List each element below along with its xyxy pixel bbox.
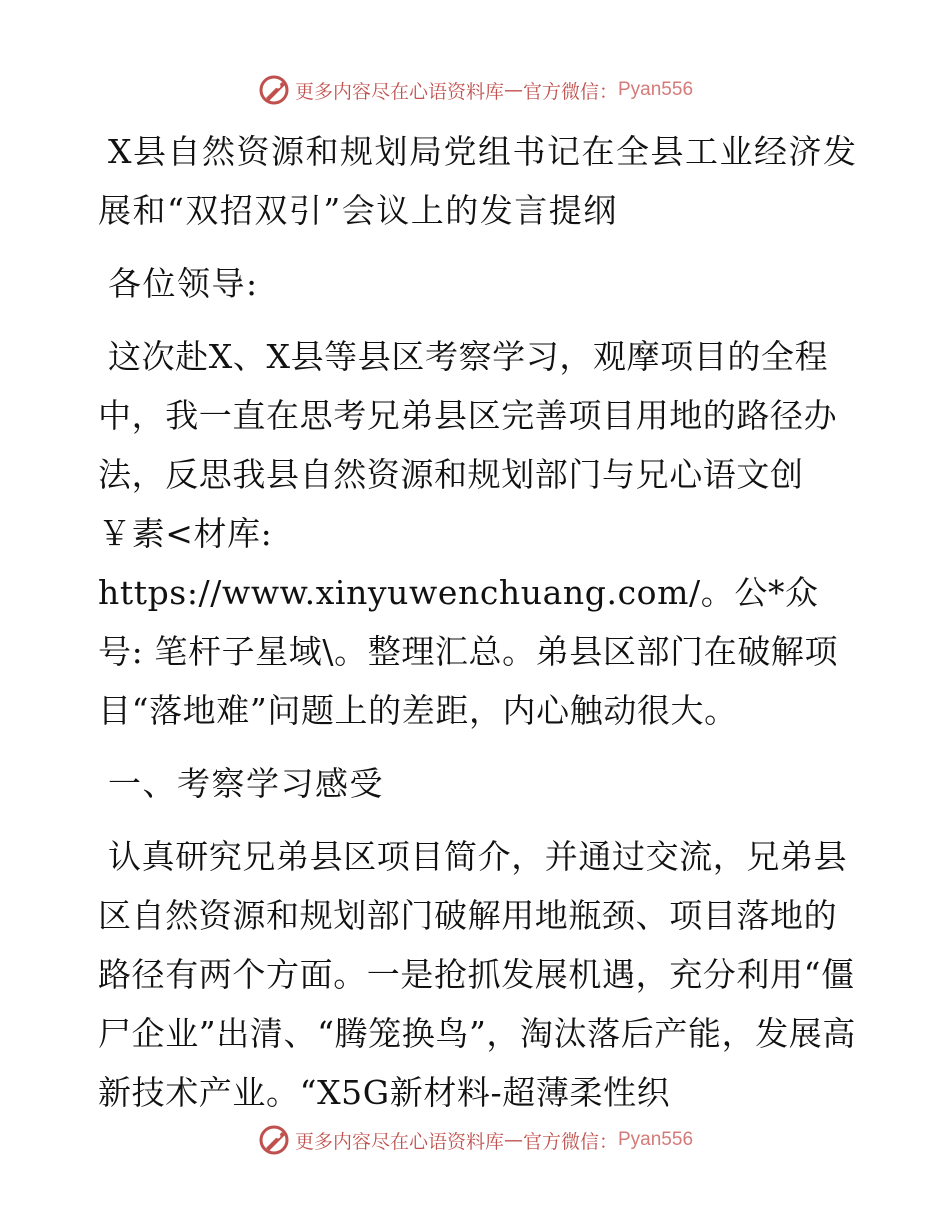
paragraph-findings: 认真研究兄弟县区项目简介，并通过交流，兄弟县区自然资源和规划部门破解用地瓶颈、项目落地的路径有两个方面。一是抢抓发展机遇，充分利用“僵尸企业”出清、“腾笼换鸟”，淘汰落后产能，发展高新技术产业。“X5G新材料-超薄柔性织 bbox=[98, 837, 857, 1112]
banner-promo-text: 更多内容尽在心语资料库 bbox=[294, 80, 504, 103]
banner-dash: — bbox=[503, 1129, 523, 1151]
banner-wechat-label: 官方微信： bbox=[522, 80, 618, 103]
banner-promo-text: 更多内容尽在心语资料库 bbox=[294, 1130, 504, 1153]
footer-watermark-banner bbox=[0, 1120, 950, 1160]
document-body bbox=[98, 122, 858, 1122]
banner-wechat-label: 官方微信： bbox=[522, 1130, 618, 1153]
banner-wechat-id: Pyan556 bbox=[618, 79, 694, 100]
pen-logo-icon bbox=[257, 73, 291, 107]
banner-dash: — bbox=[503, 79, 523, 101]
section-heading: 一、考察学习感受 bbox=[108, 764, 384, 803]
salutation: 各位领导: bbox=[108, 264, 259, 303]
banner-wechat-id: Pyan556 bbox=[618, 1129, 694, 1150]
paragraph-intro: 这次赴X、X县等县区考察学习，观摩项目的全程中，我一直在思考兄弟县区完善项目用地的路径办法，反思我县自然资源和规划部门与兄心语文创￥素<材库: https://www.xinyuwenchuang.com/。公*众号: 笔杆子星域\。整理汇总。弟县区部门在破解项目“落地难”问题上的差距，内心触动很大。 bbox=[98, 337, 839, 730]
header-watermark-banner bbox=[0, 70, 950, 110]
document-title: X县自然资源和规划局党组书记在全县工业经济发展和“双招双引”会议上的发言提纲 bbox=[98, 132, 858, 230]
pen-logo-icon bbox=[257, 1123, 291, 1157]
